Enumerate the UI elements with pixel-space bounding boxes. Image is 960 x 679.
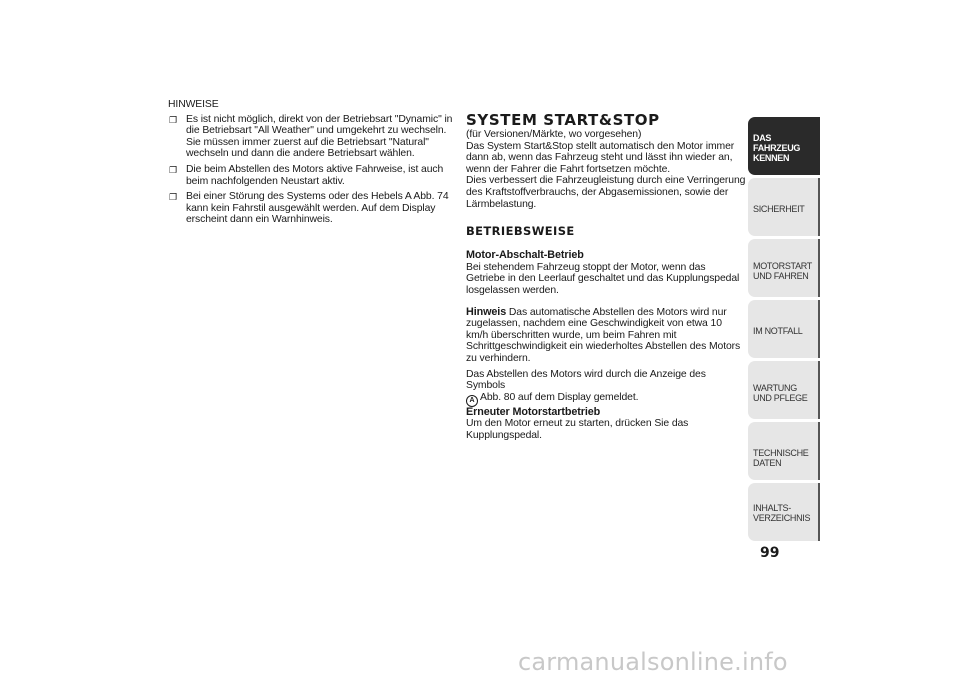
note-item <box>168 164 458 187</box>
section-subtitle: (für Versionen/Märkte, wo vorgesehen) <box>466 129 642 140</box>
tab-label: WARTUNG UND PFLEGE <box>753 383 808 403</box>
left-column <box>168 99 458 230</box>
checkbox-bullet-icon: ❐ <box>169 114 177 125</box>
note-item <box>168 191 458 226</box>
note-item <box>168 114 458 160</box>
tab-wartung[interactable] <box>748 361 820 419</box>
display-text: Das Abstellen des Motors wird durch die Anzeige des Symbols <box>466 368 706 392</box>
tab-label: TECHNISCHE DATEN <box>753 448 809 468</box>
notes-header: HINWEISE <box>168 99 219 110</box>
section-title: SYSTEM START&STOP <box>466 111 660 129</box>
page-number: 99 <box>760 545 780 561</box>
checkbox-bullet-icon: ❐ <box>169 164 177 175</box>
hint-text: Das automatische Abstellen des Motors wird nur zugelassen, nachdem eine Geschwindigkeit von etwa 10 km/h überschritten wurde, um beim Fahren mit Schrittgeschwindigkeit ein wiederholtes Abstellen des Motors zu verhindern. <box>466 306 741 364</box>
tab-label: DAS FAHRZEUG KENNEN <box>753 133 801 163</box>
tab-sicherheit[interactable] <box>748 178 820 236</box>
tab-fahrzeug-kennen[interactable] <box>748 117 820 175</box>
tab-label: MOTORSTART UND FAHREN <box>753 261 812 281</box>
display-text: Abb. 80 auf dem Display gemeldet. <box>480 391 639 403</box>
intro-paragraph: Das System Start&Stop stellt automatisch den Motor immer dann ab, wenn das Fahrzeug steht und lässt ihn wieder an, wenn der Fahrer die Fahrt fortsetzen möchte. <box>466 140 735 175</box>
tab-label: SICHERHEIT <box>753 204 805 214</box>
engine-stop-symbol-icon: A <box>466 395 478 407</box>
subheading: Motor-Abschalt-Betrieb <box>466 249 584 262</box>
watermark: carmanualsonline.info <box>518 648 788 676</box>
tab-technische-daten[interactable] <box>748 422 820 480</box>
hint-label: Hinweis <box>466 305 507 318</box>
chapter-tabs <box>748 117 820 544</box>
tab-label: IM NOTFALL <box>753 326 803 336</box>
tab-motorstart[interactable] <box>748 239 820 297</box>
display-paragraph <box>466 369 746 407</box>
tab-im-notfall[interactable] <box>748 300 820 358</box>
note-text: Bei einer Störung des Systems oder des Hebels A Abb. 74 kann kein Fahrstil ausgewählt werden. Auf dem Display erscheint dann ein Warnhinweis. <box>186 191 449 226</box>
subheading: Erneuter Motorstartbetrieb <box>466 405 601 418</box>
body-paragraph: Bei stehendem Fahrzeug stoppt der Motor, wenn das Getriebe in den Leerlauf geschaltet und das Kupplungspedal losgelassen werden. <box>466 261 740 296</box>
note-text: Es ist nicht möglich, direkt von der Betriebsart "Dynamic" in die Betriebsart "All Weather" und umgekehrt zu wechseln. Sie müssen immer zuerst auf die Betriebsart "Natural" wechseln und dann die andere Betriebsart wählen. <box>186 113 453 160</box>
checkbox-bullet-icon: ❐ <box>169 192 177 203</box>
hint-paragraph <box>466 307 746 365</box>
intro-paragraph: Dies verbessert die Fahrzeugleistung durch eine Verringerung des Kraftstoffverbrauchs, der Abgasemissionen, sowie der Lärmbelastung. <box>466 175 746 210</box>
body-paragraph: Um den Motor erneut zu starten, drücken Sie das Kupplungspedal. <box>466 418 689 441</box>
right-column <box>466 112 746 441</box>
tab-inhaltsverzeichnis[interactable] <box>748 483 820 541</box>
tab-label: INHALTS- VERZEICHNIS <box>753 503 811 523</box>
note-text: Die beim Abstellen des Motors aktive Fahrweise, ist auch beim nachfolgenden Neustart aktiv. <box>186 163 444 187</box>
section-heading: BETRIEBSWEISE <box>466 224 575 239</box>
